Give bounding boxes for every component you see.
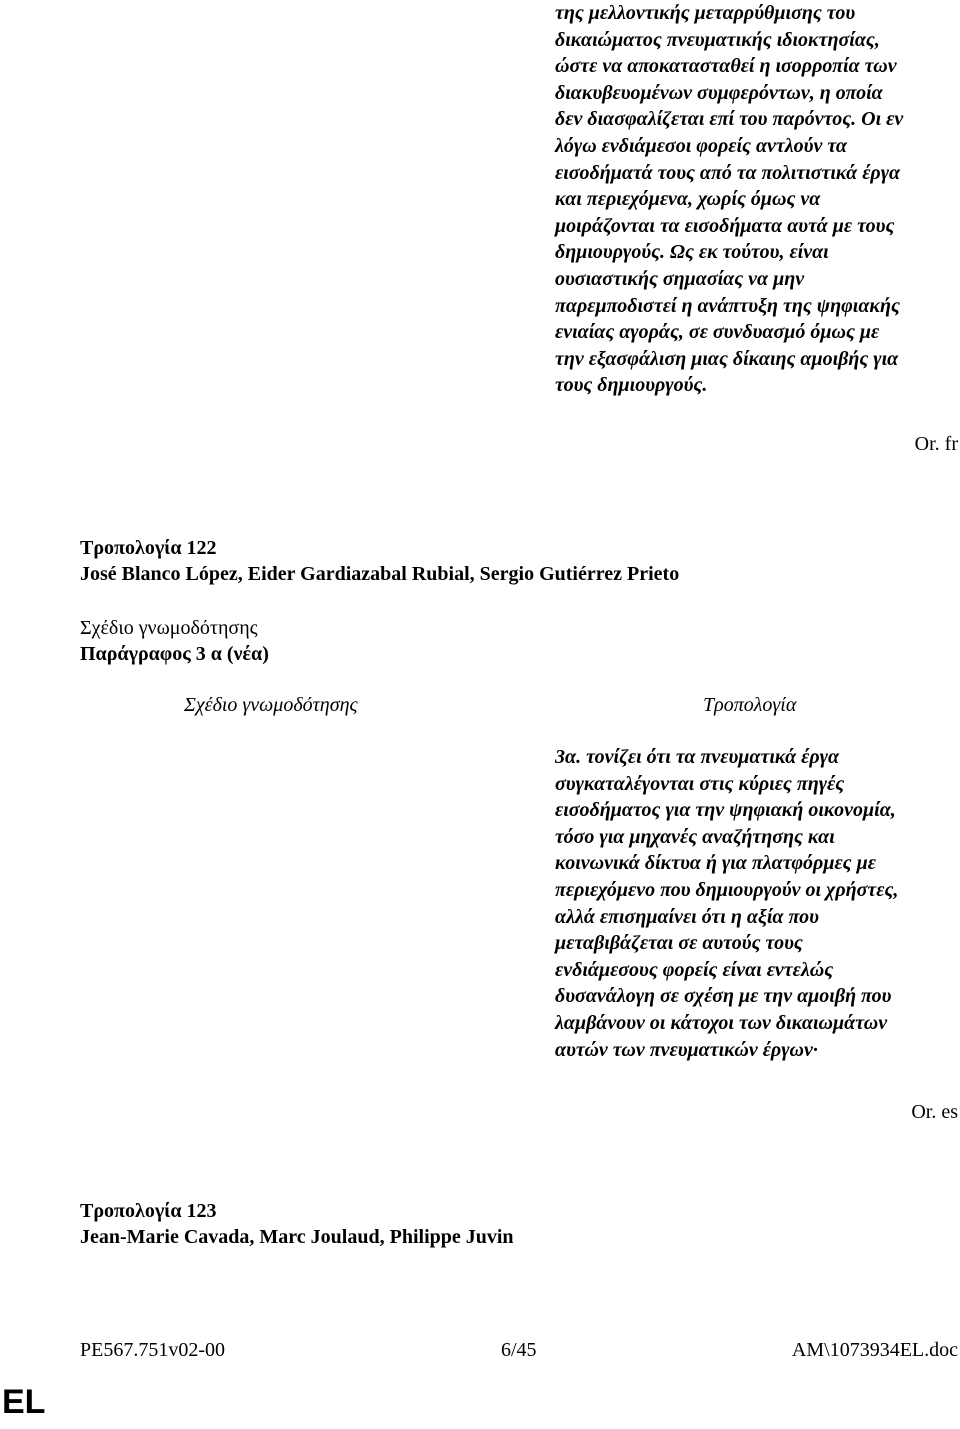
text-line: ενιαίας αγοράς, σε συνδυασμό όμως με bbox=[555, 321, 880, 344]
text-line: περιεχόμενο που δημιουργούν οι χρήστες, bbox=[555, 879, 899, 901]
amendment-authors: Jean-Marie Cavada, Marc Joulaud, Philippe Juvin bbox=[80, 1226, 514, 1248]
text-line: αυτών των πνευματικών έργων· bbox=[555, 1038, 818, 1061]
text-line: συγκαταλέγονται στις κύριες πηγές bbox=[555, 772, 845, 795]
footer-document-code: AM\1073934EL.doc bbox=[791, 1339, 958, 1361]
original-language-label: Or. fr bbox=[914, 433, 958, 455]
text-line: δυσανάλογη σε σχέση με την αμοιβή που bbox=[555, 985, 892, 1008]
original-language-label: Or. es bbox=[911, 1101, 958, 1123]
text-line: εισοδήματά τους από τα πολιτιστικά έργα bbox=[555, 161, 901, 184]
text-line: την εξασφάλιση μιας δίκαιης αμοιβής για bbox=[555, 347, 899, 370]
right-column-header: Τροπολογία bbox=[703, 694, 797, 716]
text-line: τους δημιουργούς. bbox=[555, 374, 708, 397]
text-line: κοινωνικά δίκτυα ή για πλατφόρμες με bbox=[555, 852, 876, 875]
text-line: τόσο για μηχανές αναζήτησης και bbox=[555, 825, 835, 848]
amendment-number: Τροπολογία 123 bbox=[80, 1200, 217, 1222]
footer-page-number: 6/45 bbox=[501, 1339, 537, 1361]
amendment-number: Τροπολογία 122 bbox=[80, 537, 217, 559]
text-line: και περιεχόμενα, χωρίς όμως να bbox=[555, 188, 821, 211]
text-line: ώστε να αποκατασταθεί η ισορροπία των bbox=[555, 55, 897, 78]
text-line: 3α. τονίζει ότι τα πνευματικά έργα bbox=[555, 746, 840, 768]
text-line: της μελλοντικής μεταρρύθμισης του bbox=[555, 2, 856, 24]
text-line: λαμβάνουν οι κάτοχοι των δικαιωμάτων bbox=[555, 1012, 888, 1034]
text-line: δικαιώματος πνευματικής ιδιοκτησίας, bbox=[555, 28, 880, 51]
paragraph-reference: Παράγραφος 3 α (νέα) bbox=[80, 643, 269, 665]
document-title: Σχέδιο γνωμοδότησης bbox=[80, 617, 258, 639]
text-line: εισοδήματος για την ψηφιακή οικονομία, bbox=[555, 799, 896, 822]
text-line: αλλά επισημαίνει ότι η αξία που bbox=[555, 905, 819, 928]
text-line: δημιουργούς. Ως εκ τούτου, είναι bbox=[555, 241, 829, 264]
text-line: λόγω ενδιάμεσοι φορείς αντλούν τα bbox=[555, 135, 847, 157]
text-line: μοιράζονται τα εισοδήματα αυτά με τους bbox=[555, 214, 895, 237]
footer-reference: PE567.751v02-00 bbox=[80, 1339, 225, 1361]
amendment-authors: José Blanco López, Eider Gardiazabal Rubial, Sergio Gutiérrez Prieto bbox=[80, 563, 680, 585]
text-line: παρεμποδιστεί η ανάπτυξη της ψηφιακής bbox=[555, 294, 900, 317]
text-line: δεν διασφαλίζεται επί του παρόντος. Οι εν bbox=[555, 108, 904, 131]
text-line: διακυβευομένων συμφερόντων, η οποία bbox=[555, 81, 883, 104]
text-line: ενδιάμεσους φορείς είναι εντελώς bbox=[555, 958, 834, 981]
text-line: μεταβιβάζεται σε αυτούς τους bbox=[555, 932, 803, 955]
text-line: ουσιαστικής σημασίας να μην bbox=[555, 268, 805, 290]
language-code: EL bbox=[2, 1383, 46, 1421]
left-column-header: Σχέδιο γνωμοδότησης bbox=[184, 694, 358, 716]
